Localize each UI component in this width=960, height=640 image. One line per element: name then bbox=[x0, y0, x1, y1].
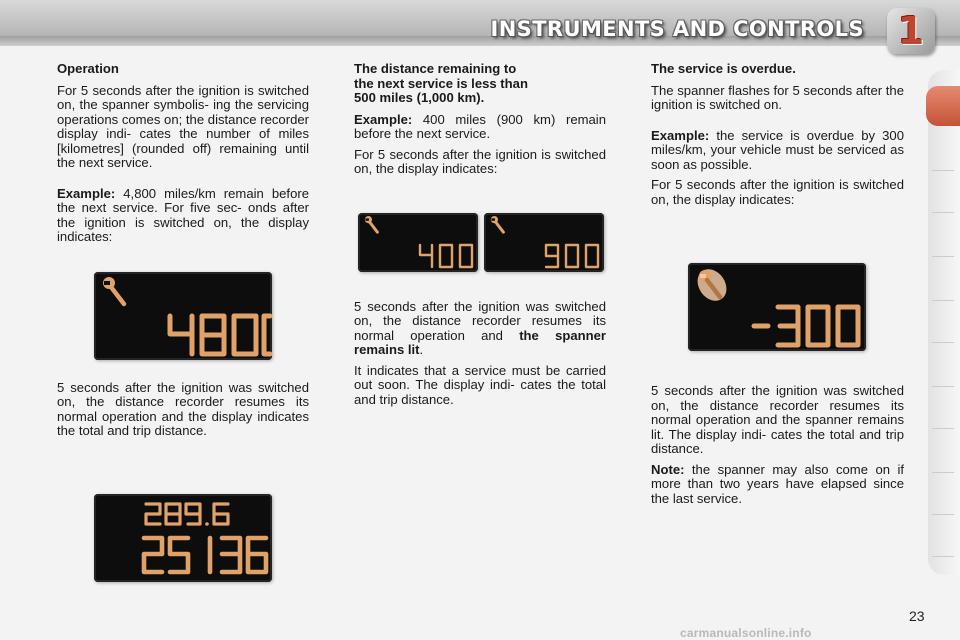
display-digits bbox=[754, 307, 858, 345]
example-paragraph bbox=[57, 187, 309, 245]
paragraph: It indicates that a service must be carried out soon. The display indi- cates the total and trip distance. bbox=[354, 362, 606, 407]
rail-divider bbox=[932, 428, 954, 429]
watermark: carmanualsonline.info bbox=[680, 626, 812, 640]
display-value: 4800 bbox=[96, 356, 99, 357]
rail-divider bbox=[932, 256, 954, 257]
example-paragraph bbox=[651, 129, 904, 173]
note-paragraph bbox=[651, 463, 904, 507]
display-value: 400 bbox=[360, 269, 362, 270]
rail-divider bbox=[932, 386, 954, 387]
odometer-display-minus-300 bbox=[688, 263, 866, 351]
spanner-icon bbox=[103, 277, 124, 304]
rail-divider bbox=[932, 342, 954, 343]
paragraph: 5 seconds after the ignition was switched on, the distance recorder resumes its normal operation and the spanner remains lit. bbox=[354, 298, 607, 357]
paragraph: The spanner flashes for 5 seconds after the ignition is switched on. bbox=[651, 82, 904, 112]
spanner-icon bbox=[491, 216, 504, 232]
total-value: 25 136 bbox=[98, 578, 102, 579]
display-digits bbox=[420, 245, 472, 267]
spanner-icon-flashing bbox=[692, 264, 733, 307]
example-label: Example: bbox=[651, 127, 710, 143]
note-label: Note: bbox=[651, 461, 685, 477]
page-number: 23 bbox=[909, 608, 925, 624]
paragraph: 5 seconds after the ignition was switched on, the distance recorder resumes its normal operation and the display indicates the total and trip distance. bbox=[57, 379, 309, 438]
spanner-icon bbox=[365, 216, 378, 232]
section-heading: The distance remaining to the next service is less than 500 miles (1,000 km). bbox=[354, 61, 528, 105]
paragraph: For 5 seconds after the ignition is switched on, the display indicates: bbox=[651, 177, 904, 207]
rail-divider bbox=[932, 556, 954, 557]
display-digits bbox=[170, 316, 270, 354]
rail-divider bbox=[932, 212, 954, 213]
paragraph: For 5 seconds after the ignition is switched on, the display indicates: bbox=[354, 146, 606, 176]
example-label: Example: bbox=[57, 185, 116, 201]
chapter-number: 1 bbox=[897, 9, 925, 53]
display-value: 900 bbox=[486, 269, 488, 270]
odometer-display-4800 bbox=[94, 272, 272, 360]
trip-value: 289.6 bbox=[96, 578, 99, 579]
page-header bbox=[0, 0, 960, 46]
chapter-tab-active[interactable] bbox=[926, 86, 960, 126]
page-title: INSTRUMENTS AND CONTROLS bbox=[490, 17, 864, 41]
rail-divider bbox=[932, 300, 954, 301]
total-distance-digits bbox=[144, 538, 266, 572]
odometer-display-total-trip bbox=[94, 494, 272, 582]
rail-divider bbox=[932, 170, 954, 171]
example-label: Example: bbox=[354, 111, 413, 127]
example-paragraph bbox=[354, 113, 606, 142]
trip-distance-digits bbox=[146, 504, 228, 526]
note-text: the spanner may also come on if more than two years have elapsed since the last service. bbox=[651, 461, 904, 506]
paragraph: For 5 seconds after the ignition is switched on, the spanner symbolis- ing the servicing operations comes on; the distance recorder display indi- cates the number of miles [kilometres] (rounded off) remaining until the next service. bbox=[57, 82, 309, 170]
example-text: 4,800 miles/km remain before the next service. For five sec- onds after the ignition is switched on, the display indicates: bbox=[57, 185, 309, 244]
paragraph: 5 seconds after the ignition was switched on, the distance recorder resumes its normal operation and the spanner remains lit. The display indi- cates the total and trip distance. bbox=[651, 383, 904, 456]
rail-divider bbox=[932, 514, 954, 515]
chapter-tab-rail bbox=[928, 70, 960, 575]
section-heading: The service is overdue. bbox=[651, 61, 796, 76]
column-operation bbox=[57, 62, 309, 445]
example-text: the service is overdue by 300 miles/km, your vehicle must be serviced as soon as possible. bbox=[651, 127, 904, 172]
chapter-badge bbox=[887, 8, 935, 54]
rail-divider bbox=[932, 472, 954, 473]
display-value: -300 bbox=[690, 347, 693, 348]
example-text: 400 miles (900 km) remain before the next service. bbox=[354, 111, 606, 141]
odometer-display-400 bbox=[358, 213, 478, 272]
section-heading: Operation bbox=[57, 61, 119, 76]
display-digits bbox=[546, 245, 598, 267]
odometer-display-900 bbox=[484, 213, 604, 272]
